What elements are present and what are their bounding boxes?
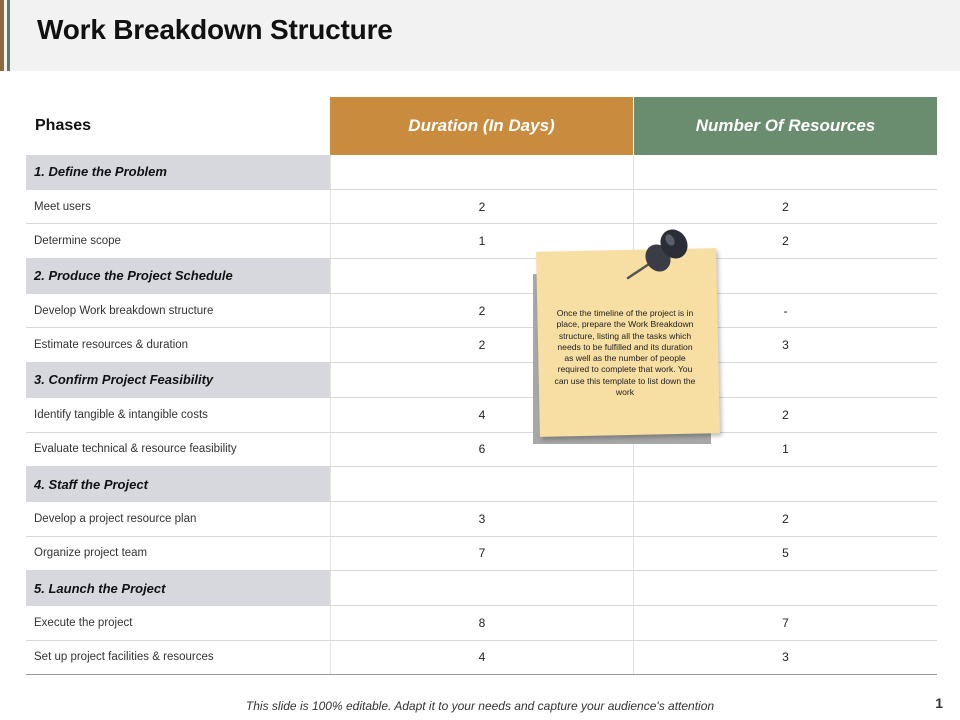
section-label: 4. Staff the Project	[26, 467, 330, 501]
section-label: 2. Produce the Project Schedule	[26, 259, 330, 293]
resources-cell: 2	[633, 502, 937, 536]
phase-cell: Meet users	[34, 200, 91, 213]
duration-cell: 1	[330, 224, 633, 258]
phase-cell: Identify tangible & intangible costs	[34, 408, 208, 421]
table-row	[26, 190, 937, 225]
section-label: 3. Confirm Project Feasibility	[26, 363, 330, 397]
resources-cell	[633, 571, 937, 605]
section-row	[26, 259, 937, 294]
resources-cell: 2	[633, 224, 937, 258]
table-row	[26, 328, 937, 363]
duration-cell: 8	[330, 606, 633, 640]
table-row	[26, 537, 937, 572]
phase-cell: Set up project facilities & resources	[34, 651, 214, 664]
resources-cell: 7	[633, 606, 937, 640]
header-duration: Duration (In Days)	[330, 97, 633, 155]
sticky-note-text: Once the timeline of the project is in place, prepare the Work Breakdown structure, listing all the tasks which needs to be fulfilled and its duration as well as the number of people required to complete that work. You can use this template to list down the work	[554, 308, 696, 398]
duration-cell	[330, 571, 633, 605]
resources-cell	[633, 467, 937, 501]
duration-cell: 4	[330, 398, 633, 432]
phase-cell: Develop a project resource plan	[34, 512, 197, 525]
section-label: 1. Define the Problem	[26, 155, 330, 189]
resources-cell: 1	[633, 433, 937, 467]
duration-cell: 3	[330, 502, 633, 536]
table-row	[26, 398, 937, 433]
duration-cell: 7	[330, 537, 633, 571]
section-label: 5. Launch the Project	[26, 571, 330, 605]
duration-cell: 2	[330, 328, 633, 362]
table-row	[26, 502, 937, 537]
header-resources: Number Of Resources	[633, 97, 937, 155]
phase-cell: Execute the project	[34, 616, 133, 629]
wbs-table	[26, 97, 937, 675]
footer-note: This slide is 100% editable. Adapt it to your needs and capture your audience's attention	[245, 699, 715, 713]
phase-cell: Evaluate technical & resource feasibility	[34, 443, 237, 456]
resources-cell: -	[633, 294, 937, 328]
phase-cell: Determine scope	[34, 235, 121, 248]
phase-cell: Organize project team	[34, 547, 148, 560]
header-phases: Phases	[35, 117, 92, 134]
page-number: 1	[935, 695, 943, 711]
table-row	[26, 606, 937, 641]
table-header-row	[26, 97, 937, 155]
section-row	[26, 155, 937, 190]
resources-cell	[633, 155, 937, 189]
section-row	[26, 571, 937, 606]
table-body	[26, 155, 937, 675]
phase-cell: Estimate resources & duration	[34, 339, 189, 352]
section-row	[26, 363, 937, 398]
table-row	[26, 224, 937, 259]
resources-cell: 3	[633, 641, 937, 675]
duration-cell: 6	[330, 433, 633, 467]
resources-cell: 2	[633, 398, 937, 432]
table-row	[26, 294, 937, 329]
phase-cell: Develop Work breakdown structure	[34, 304, 214, 317]
header-accent-bar	[0, 0, 4, 71]
header-accent-bar-secondary	[7, 0, 10, 71]
resources-cell: 5	[633, 537, 937, 571]
duration-cell: 2	[330, 294, 633, 328]
duration-cell	[330, 467, 633, 501]
pushpin-icon	[624, 226, 690, 284]
duration-cell: 2	[330, 190, 633, 224]
table-row	[26, 641, 937, 676]
slide-title: Work Breakdown Structure	[37, 14, 393, 45]
resources-cell: 2	[633, 190, 937, 224]
section-row	[26, 467, 937, 502]
duration-cell	[330, 155, 633, 189]
duration-cell: 4	[330, 641, 633, 675]
resources-cell: 3	[633, 328, 937, 362]
table-row	[26, 433, 937, 468]
